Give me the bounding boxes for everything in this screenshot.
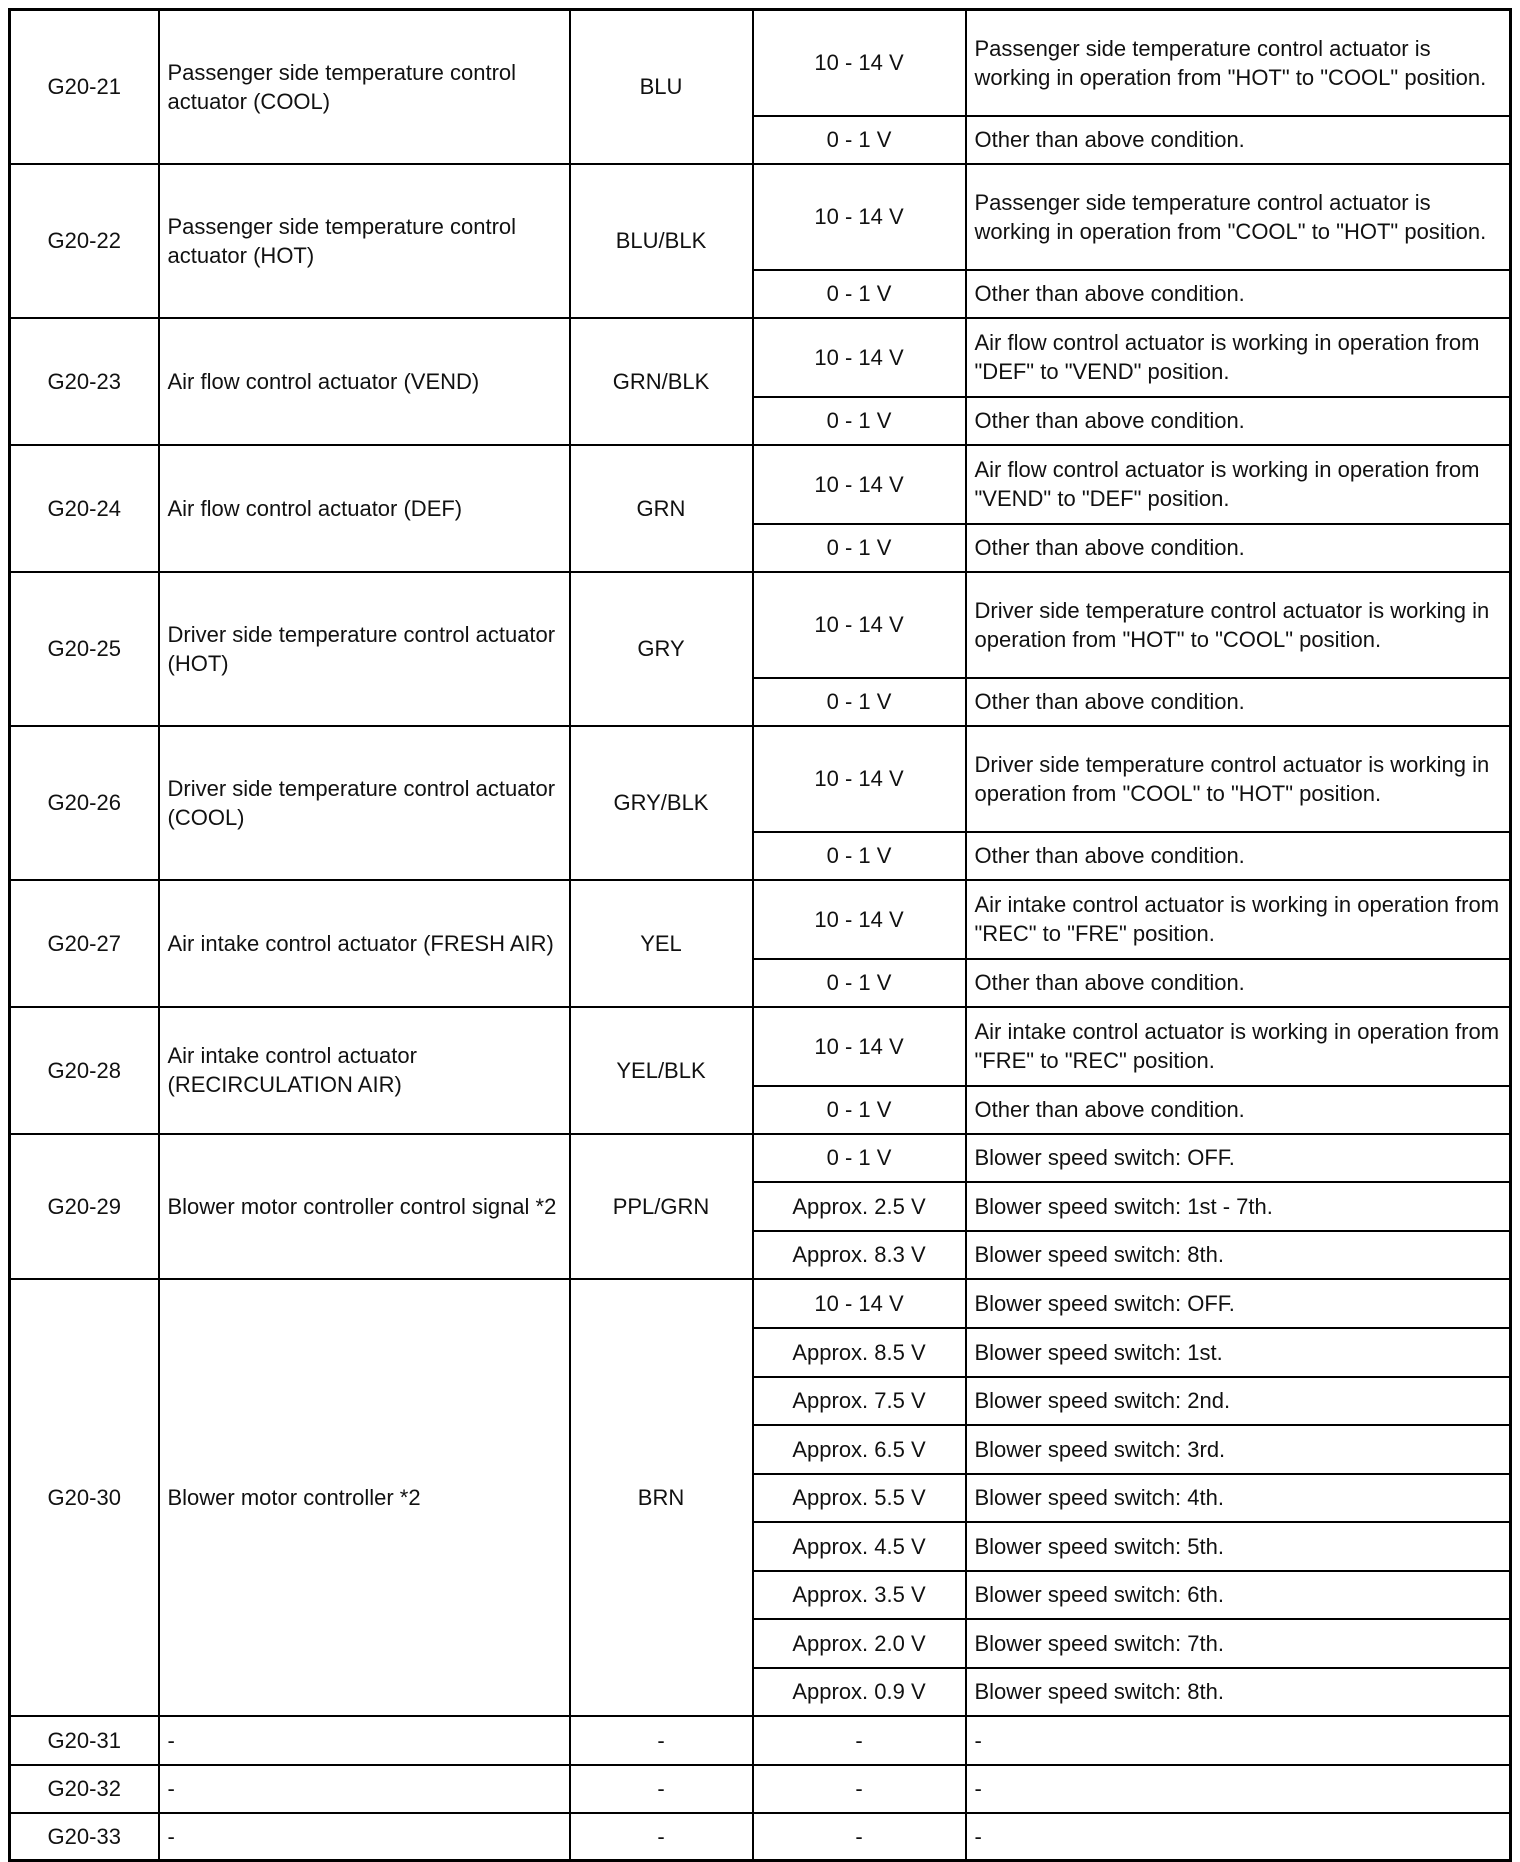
table-row: [10, 1279, 1511, 1328]
condition-cell: -: [966, 1813, 1511, 1861]
wire-color-cell: GRN: [570, 445, 753, 572]
voltage-cell: Approx. 6.5 V: [753, 1425, 966, 1474]
description-cell: -: [159, 1813, 570, 1861]
voltage-cell: 0 - 1 V: [753, 1086, 966, 1134]
terminal-cell: G20-21: [10, 10, 159, 164]
table-body: [10, 10, 1511, 1861]
condition-cell: Blower speed switch: 3rd.: [966, 1425, 1511, 1474]
terminal-cell: G20-27: [10, 880, 159, 1007]
voltage-cell: 0 - 1 V: [753, 116, 966, 164]
wire-color-cell: -: [570, 1765, 753, 1813]
description-cell: Air intake control actuator (FRESH AIR): [159, 880, 570, 1007]
condition-cell: Other than above condition.: [966, 832, 1511, 880]
description-cell: Passenger side temperature control actuator (HOT): [159, 164, 570, 318]
wire-color-cell: BRN: [570, 1279, 753, 1716]
condition-cell: Blower speed switch: 8th.: [966, 1231, 1511, 1279]
description-cell: Driver side temperature control actuator (COOL): [159, 726, 570, 880]
condition-cell: Blower speed switch: 1st - 7th.: [966, 1182, 1511, 1231]
voltage-cell: 10 - 14 V: [753, 445, 966, 524]
voltage-cell: 0 - 1 V: [753, 959, 966, 1007]
voltage-cell: 0 - 1 V: [753, 832, 966, 880]
condition-cell: Air flow control actuator is working in operation from "VEND" to "DEF" position.: [966, 445, 1511, 524]
table-row: [10, 318, 1511, 397]
voltage-cell: -: [753, 1716, 966, 1765]
description-cell: Passenger side temperature control actuator (COOL): [159, 10, 570, 164]
table-row: [10, 1813, 1511, 1861]
voltage-cell: Approx. 8.3 V: [753, 1231, 966, 1279]
terminal-cell: G20-29: [10, 1134, 159, 1279]
condition-cell: Blower speed switch: 8th.: [966, 1668, 1511, 1716]
condition-cell: Blower speed switch: OFF.: [966, 1279, 1511, 1328]
condition-cell: Other than above condition.: [966, 270, 1511, 318]
wire-color-cell: BLU: [570, 10, 753, 164]
voltage-cell: Approx. 3.5 V: [753, 1571, 966, 1619]
voltage-cell: Approx. 8.5 V: [753, 1328, 966, 1377]
condition-cell: Blower speed switch: 5th.: [966, 1522, 1511, 1571]
condition-cell: Driver side temperature control actuator is working in operation from "HOT" to "COOL" position.: [966, 572, 1511, 678]
voltage-cell: -: [753, 1765, 966, 1813]
table-row: [10, 1716, 1511, 1765]
condition-cell: Blower speed switch: 7th.: [966, 1619, 1511, 1668]
condition-cell: Other than above condition.: [966, 959, 1511, 1007]
terminal-cell: G20-33: [10, 1813, 159, 1861]
condition-cell: Blower speed switch: OFF.: [966, 1134, 1511, 1182]
voltage-cell: 0 - 1 V: [753, 678, 966, 726]
wire-color-cell: GRY/BLK: [570, 726, 753, 880]
condition-cell: Driver side temperature control actuator is working in operation from "COOL" to "HOT" position.: [966, 726, 1511, 832]
condition-cell: Blower speed switch: 2nd.: [966, 1377, 1511, 1425]
table-row: [10, 880, 1511, 959]
description-cell: -: [159, 1765, 570, 1813]
condition-cell: Air flow control actuator is working in operation from "DEF" to "VEND" position.: [966, 318, 1511, 397]
terminal-inspection-table: [8, 8, 1512, 1862]
condition-cell: Blower speed switch: 4th.: [966, 1474, 1511, 1522]
condition-cell: Air intake control actuator is working in operation from "FRE" to "REC" position.: [966, 1007, 1511, 1086]
condition-cell: -: [966, 1765, 1511, 1813]
condition-cell: Air intake control actuator is working in operation from "REC" to "FRE" position.: [966, 880, 1511, 959]
table-row: [10, 726, 1511, 832]
table-row: [10, 164, 1511, 270]
wire-color-cell: YEL/BLK: [570, 1007, 753, 1134]
wire-color-cell: BLU/BLK: [570, 164, 753, 318]
terminal-cell: G20-32: [10, 1765, 159, 1813]
voltage-cell: 10 - 14 V: [753, 10, 966, 116]
condition-cell: Other than above condition.: [966, 678, 1511, 726]
voltage-cell: 10 - 14 V: [753, 572, 966, 678]
description-cell: Blower motor controller *2: [159, 1279, 570, 1716]
description-cell: Air intake control actuator (RECIRCULATION AIR): [159, 1007, 570, 1134]
description-cell: Air flow control actuator (DEF): [159, 445, 570, 572]
terminal-cell: G20-25: [10, 572, 159, 726]
terminal-cell: G20-24: [10, 445, 159, 572]
terminal-cell: G20-22: [10, 164, 159, 318]
condition-cell: Passenger side temperature control actuator is working in operation from "HOT" to "COOL" position.: [966, 10, 1511, 116]
condition-cell: Other than above condition.: [966, 1086, 1511, 1134]
wire-color-cell: PPL/GRN: [570, 1134, 753, 1279]
terminal-cell: G20-28: [10, 1007, 159, 1134]
voltage-cell: Approx. 2.5 V: [753, 1182, 966, 1231]
voltage-cell: 0 - 1 V: [753, 270, 966, 318]
terminal-cell: G20-23: [10, 318, 159, 445]
terminal-cell: G20-26: [10, 726, 159, 880]
voltage-cell: Approx. 2.0 V: [753, 1619, 966, 1668]
description-cell: Driver side temperature control actuator (HOT): [159, 572, 570, 726]
voltage-cell: Approx. 7.5 V: [753, 1377, 966, 1425]
voltage-cell: Approx. 0.9 V: [753, 1668, 966, 1716]
description-cell: Blower motor controller control signal *2: [159, 1134, 570, 1279]
voltage-cell: Approx. 5.5 V: [753, 1474, 966, 1522]
table-row: [10, 1007, 1511, 1086]
condition-cell: Passenger side temperature control actuator is working in operation from "COOL" to "HOT" position.: [966, 164, 1511, 270]
wire-color-cell: YEL: [570, 880, 753, 1007]
table-row: [10, 572, 1511, 678]
voltage-cell: 0 - 1 V: [753, 524, 966, 572]
voltage-cell: -: [753, 1813, 966, 1861]
condition-cell: -: [966, 1716, 1511, 1765]
voltage-cell: 10 - 14 V: [753, 1279, 966, 1328]
wire-color-cell: GRN/BLK: [570, 318, 753, 445]
terminal-cell: G20-31: [10, 1716, 159, 1765]
condition-cell: Other than above condition.: [966, 397, 1511, 445]
condition-cell: Blower speed switch: 1st.: [966, 1328, 1511, 1377]
wire-color-cell: -: [570, 1813, 753, 1861]
table-row: [10, 10, 1511, 116]
wire-color-cell: -: [570, 1716, 753, 1765]
voltage-cell: 10 - 14 V: [753, 880, 966, 959]
description-cell: Air flow control actuator (VEND): [159, 318, 570, 445]
condition-cell: Other than above condition.: [966, 116, 1511, 164]
table-row: [10, 1765, 1511, 1813]
table-row: [10, 445, 1511, 524]
description-cell: -: [159, 1716, 570, 1765]
voltage-cell: 10 - 14 V: [753, 164, 966, 270]
condition-cell: Blower speed switch: 6th.: [966, 1571, 1511, 1619]
voltage-cell: Approx. 4.5 V: [753, 1522, 966, 1571]
table-row: [10, 1134, 1511, 1182]
voltage-cell: 0 - 1 V: [753, 397, 966, 445]
voltage-cell: 10 - 14 V: [753, 726, 966, 832]
voltage-cell: 10 - 14 V: [753, 318, 966, 397]
terminal-cell: G20-30: [10, 1279, 159, 1716]
condition-cell: Other than above condition.: [966, 524, 1511, 572]
wire-color-cell: GRY: [570, 572, 753, 726]
voltage-cell: 10 - 14 V: [753, 1007, 966, 1086]
voltage-cell: 0 - 1 V: [753, 1134, 966, 1182]
